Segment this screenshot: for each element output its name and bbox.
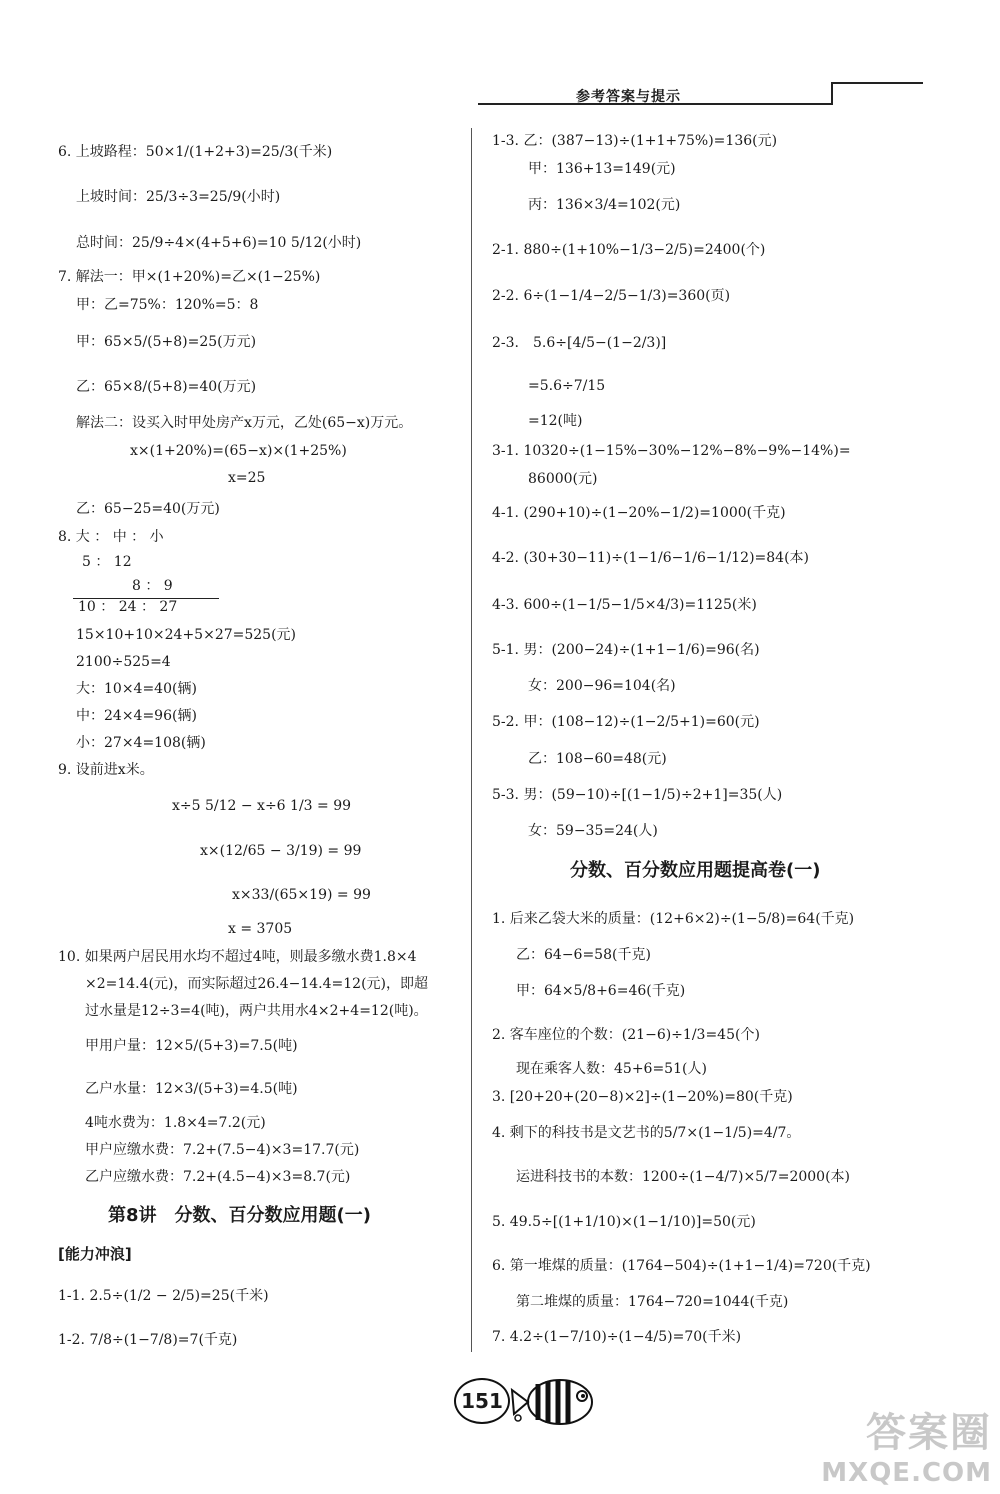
answer-line: 6. 上坡路程：50×1/(1+2+3)=25/3(千米) — [58, 144, 333, 160]
answer-line: 4. 剩下的科技书是文艺书的5/7×(1−1/5)=4/7。 — [492, 1125, 801, 1141]
answer-line: 86000(元) — [528, 471, 598, 487]
answer-line: 8 ： 9 — [132, 578, 173, 594]
answer-line: 丙：136×3/4=102(元) — [528, 197, 681, 213]
answer-line: 1-3. 乙：(387−13)÷(1+1+75%)=136(元) — [492, 133, 778, 149]
answer-line: 2100÷525=4 — [76, 654, 171, 670]
answer-line: x×(1+20%)=(65−x)×(1+25%) — [130, 443, 347, 459]
answer-line: 1-1. 2.5÷(1/2 − 2/5)=25(千米) — [58, 1288, 269, 1304]
answer-line: 乙：64−6=58(千克) — [516, 947, 651, 963]
answer-line: 现在乘客人数：45+6=51(人) — [516, 1061, 707, 1077]
answer-line: 4-2. (30+30−11)÷(1−1/6−1/6−1/12)=84(本) — [492, 550, 809, 566]
answer-line: 女：59−35=24(人) — [528, 823, 658, 839]
subsection-heading: [能力冲浪] — [58, 1245, 132, 1263]
answer-line: 6. 第一堆煤的质量：(1764−504)÷(1+1−1/4)=720(千克) — [492, 1258, 871, 1274]
answer-line: 8. 大 ： 中 ： 小 — [58, 529, 164, 545]
answer-line: 解法二：设买入时甲处房产x万元，乙处(65−x)万元。 — [76, 415, 413, 431]
answer-line: 7. 4.2÷(1−7/10)÷(1−4/5)=70(千米) — [492, 1329, 742, 1345]
answer-line: ×2=14.4(元)，而实际超过26.4−14.4=12(元)，即超 — [85, 976, 429, 992]
answer-line: 3-1. 10320÷(1−15%−30%−12%−8%−9%−14%)= — [492, 443, 851, 459]
watermark-url: MXQE.COM — [821, 1458, 992, 1488]
header-cap-line — [833, 82, 923, 84]
answer-line: x×(12/65 − 3/19) = 99 — [200, 843, 362, 859]
answer-line: 4吨水费为：1.8×4=7.2(元) — [85, 1115, 266, 1131]
answer-line: 1-2. 7/8÷(1−7/8)=7(千克) — [58, 1332, 238, 1348]
fish-mascot-icon — [508, 1370, 603, 1430]
answer-line: 乙：65−25=40(万元) — [76, 501, 220, 517]
answer-line: 2-3. 5.6÷[4/5−(1−2/3)] — [492, 335, 667, 351]
answer-line: 大：10×4=40(辆) — [76, 681, 197, 697]
answer-line: 4-3. 600÷(1−1/5−1/5×4/3)=1125(米) — [492, 597, 757, 613]
answer-line: 10. 如果两户居民用水均不超过4吨，则最多缴水费1.8×4 — [58, 949, 417, 965]
answer-line: 10 ： 24 ： 27 — [78, 599, 178, 615]
answer-line: 5-1. 男：(200−24)÷(1+1−1/6)=96(名) — [492, 642, 760, 658]
watermark-title: 答案圈 — [866, 1410, 992, 1456]
answer-line: 甲：64×5/8+6=46(千克) — [516, 983, 686, 999]
column-divider — [471, 128, 472, 1352]
answer-line: =12(吨) — [528, 413, 583, 429]
answer-line: 过水量是12÷3=4(吨)，两户共用水4×2+4=12(吨)。 — [85, 1003, 428, 1019]
answer-line: 上坡时间：25/3÷3=25/9(小时) — [76, 189, 281, 205]
page-number: 151 — [454, 1378, 510, 1424]
answer-line: 15×10+10×24+5×27=525(元) — [76, 627, 297, 643]
answer-line: x×33/(65×19) = 99 — [232, 887, 371, 903]
answer-line: 5-2. 甲：(108−12)÷(1−2/5+1)=60(元) — [492, 714, 760, 730]
section-title: 分数、百分数应用题提高卷(一) — [570, 860, 821, 881]
answer-line: 5. 49.5÷[(1+1/10)×(1−1/10)]=50(元) — [492, 1214, 756, 1230]
answer-line: 甲户应缴水费：7.2+(7.5−4)×3=17.7(元) — [85, 1142, 360, 1158]
answer-line: 乙户应缴水费：7.2+(4.5−4)×3=8.7(元) — [85, 1169, 351, 1185]
answer-line: 运进科技书的本数：1200÷(1−4/7)×5/7=2000(本) — [516, 1169, 850, 1185]
answer-line: 乙：108−60=48(元) — [528, 751, 667, 767]
answer-line: 甲：136+13=149(元) — [528, 161, 676, 177]
answer-line: 3. [20+20+(20−8)×2]÷(1−20%)=80(千克) — [492, 1089, 793, 1105]
answer-line: 中：24×4=96(辆) — [76, 708, 197, 724]
answer-line: 第二堆煤的质量：1764−720=1044(千克) — [516, 1294, 789, 1310]
answer-line: =5.6÷7/15 — [528, 378, 606, 394]
answer-line: 7. 解法一：甲×(1+20%)=乙×(1−25%) — [58, 269, 321, 285]
answer-line: 2. 客车座位的个数：(21−6)÷1/3=45(个) — [492, 1027, 760, 1043]
answer-line: 女：200−96=104(名) — [528, 678, 676, 694]
answer-line: 乙户水量：12×3/(5+3)=4.5(吨) — [85, 1081, 298, 1097]
answer-line: 甲：乙=75%：120%=5：8 — [76, 297, 259, 313]
answer-line: 乙：65×8/(5+8)=40(万元) — [76, 379, 257, 395]
answer-line: x = 3705 — [228, 921, 293, 937]
answer-line: 5-3. 男：(59−10)÷[(1−1/5)÷2+1]=35(人) — [492, 787, 783, 803]
answer-line: 1. 后来乙袋大米的质量：(12+6×2)÷(1−5/8)=64(千克) — [492, 911, 855, 927]
page-header-title: 参考答案与提示 — [576, 89, 681, 105]
answer-line: 9. 设前进x米。 — [58, 762, 154, 778]
answer-line: 5 ： 12 — [82, 554, 132, 570]
section-title: 第8讲 分数、百分数应用题(一) — [108, 1205, 371, 1226]
answer-line: 2-1. 880÷(1+10%−1/3−2/5)=2400(个) — [492, 242, 766, 258]
answer-line: 小：27×4=108(辆) — [76, 735, 206, 751]
header-corner-mark — [831, 82, 833, 105]
answer-line: 4-1. (290+10)÷(1−20%−1/2)=1000(千克) — [492, 505, 786, 521]
answer-line: 甲用户量：12×5/(5+3)=7.5(吨) — [85, 1038, 298, 1054]
answer-line: 甲：65×5/(5+8)=25(万元) — [76, 334, 257, 350]
answer-line: x÷5 5/12 − x÷6 1/3 = 99 — [172, 798, 352, 814]
watermark — [821, 1401, 992, 1488]
answer-line: 2-2. 6÷(1−1/4−2/5−1/3)=360(页) — [492, 288, 731, 304]
answer-line: 总时间：25/9÷4×(4+5+6)=10 5/12(小时) — [76, 235, 362, 251]
answer-line: x=25 — [228, 470, 266, 486]
